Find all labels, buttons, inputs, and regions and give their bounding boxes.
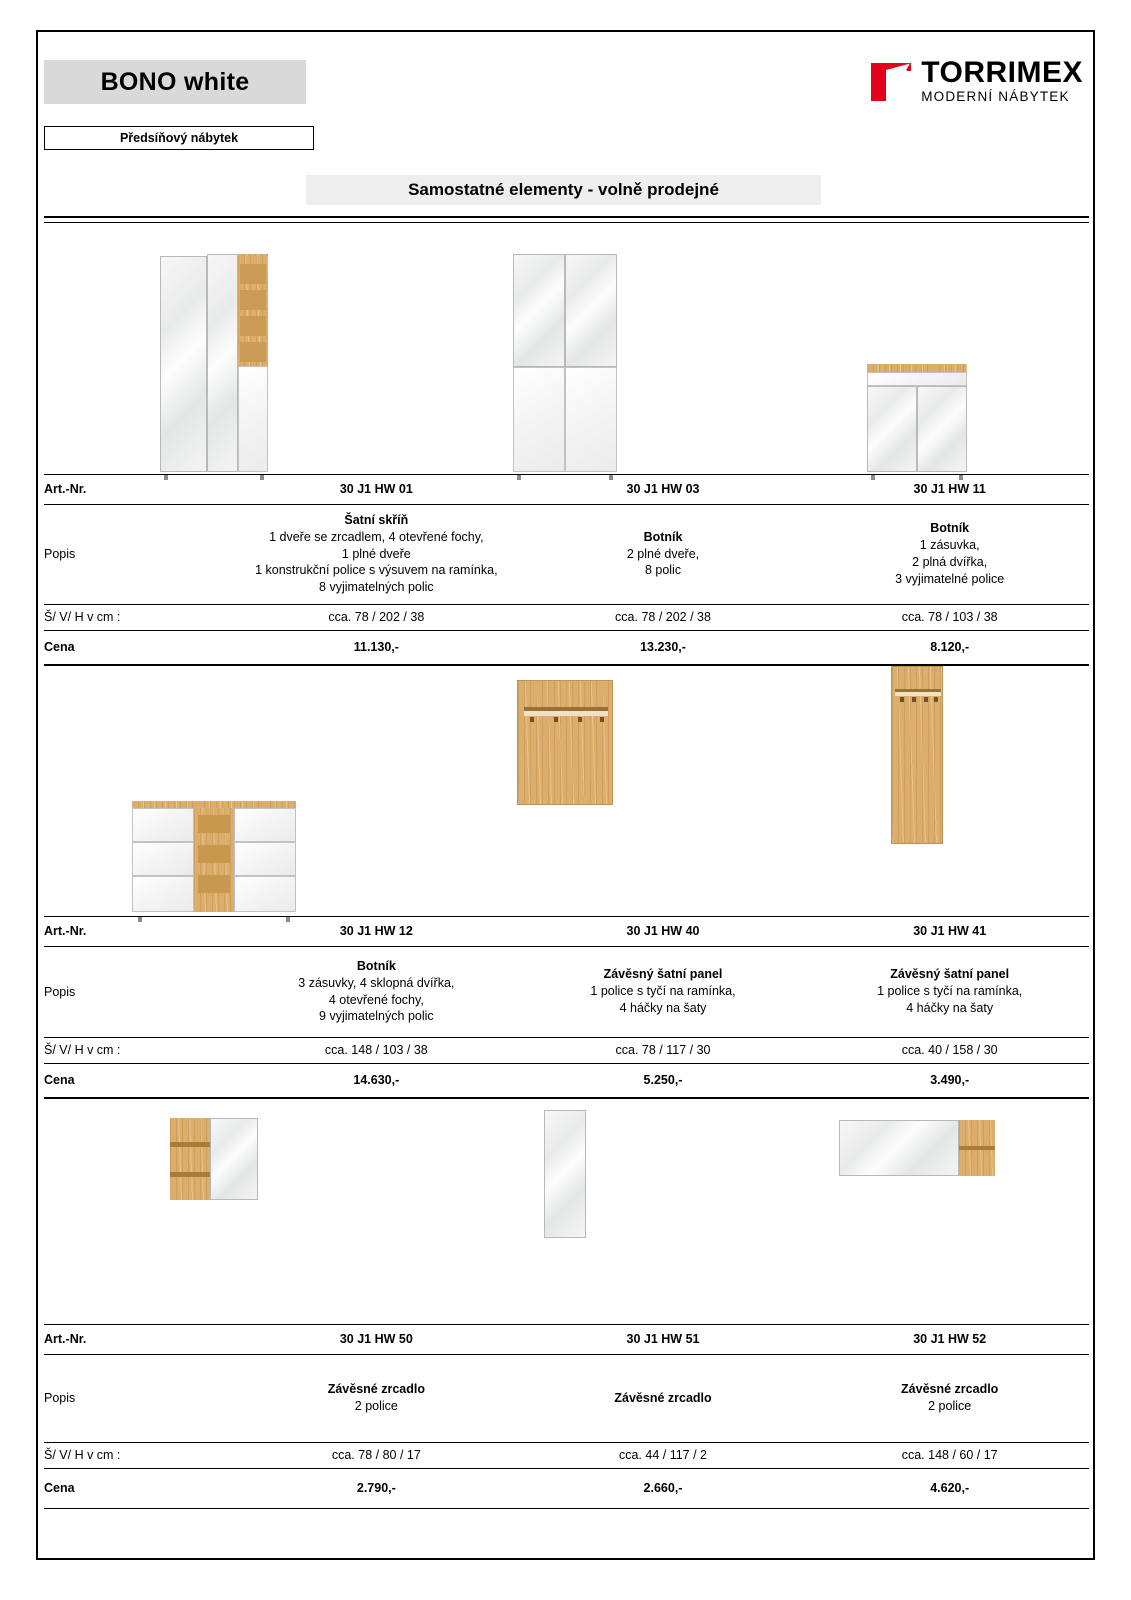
- figure-mirror-hw52: [839, 1120, 995, 1176]
- popis-value: [806, 946, 1093, 1037]
- artnr-value: 30 J1 HW 41: [913, 924, 987, 938]
- figure-wall-panel-hw41: [891, 666, 943, 844]
- dims-value: cca. 44 / 117 / 2: [618, 1448, 708, 1462]
- desc-line: 3 zásuvky, 4 sklopná dvířka,: [298, 975, 455, 990]
- popis-value: [233, 946, 520, 1037]
- desc-line: 8 polic: [644, 563, 682, 578]
- product-image-cell: [741, 1098, 1093, 1324]
- product-image-cell: [741, 666, 1093, 916]
- figure-wardrobe-hw01: [160, 254, 268, 474]
- cena-label: Cena: [44, 1073, 75, 1087]
- cena-value: 13.230,-: [640, 640, 686, 654]
- dims-value: cca. 78 / 103 / 38: [901, 610, 998, 624]
- product-image-cell: [38, 1098, 390, 1324]
- artnr-label: Art.-Nr.: [44, 482, 87, 496]
- logo-tagline: MODERNÍ NÁBYTEK: [921, 89, 1070, 104]
- desc-line: 3 vyjimatelné police: [895, 571, 1005, 586]
- artnr-row-2: [38, 916, 1093, 946]
- cena-value: 2.660,-: [643, 1481, 683, 1495]
- desc-line: 9 vyjimatelných polic: [319, 1009, 434, 1024]
- desc-line: 4 otevřené fochy,: [328, 992, 424, 1007]
- dims-value: cca. 78 / 80 / 17: [331, 1448, 421, 1462]
- section-title-wrap: [38, 175, 1093, 205]
- torrimex-mark-icon: [869, 59, 913, 103]
- dims-row-3: [38, 1442, 1093, 1468]
- logo-name: TORRIMEX: [921, 56, 1083, 89]
- desc-line: 2 plná dvířka,: [912, 555, 988, 569]
- cena-row-1: [38, 630, 1093, 664]
- popis-value: [520, 946, 807, 1037]
- product-images-row-3: [38, 1098, 1093, 1324]
- artnr-row-1: [38, 474, 1093, 504]
- artnr-label: Art.-Nr.: [44, 1332, 87, 1346]
- product-image-cell: [38, 222, 390, 474]
- company-logo: [869, 58, 1083, 104]
- cena-value: 8.120,-: [930, 640, 970, 654]
- dims-label: Š/ V/ H v cm :: [44, 1448, 121, 1462]
- artnr-value: 30 J1 HW 50: [339, 1332, 413, 1346]
- catalog-sheet: [36, 30, 1095, 1560]
- popis-value: [520, 1354, 807, 1442]
- product-title: Závěsný šatní panel: [603, 967, 723, 982]
- popis-row-2: [38, 946, 1093, 1037]
- dims-value: cca. 78 / 117 / 30: [615, 1043, 711, 1057]
- cena-label: Cena: [44, 1481, 75, 1495]
- figure-cabinet-hw11: [867, 364, 967, 474]
- cena-value: 14.630,-: [353, 1073, 400, 1087]
- product-title: Závěsné zrcadlo: [327, 1382, 425, 1397]
- popis-label: Popis: [44, 547, 76, 561]
- popis-value: [806, 1354, 1093, 1442]
- desc-line: 1 police s tyčí na ramínka,: [590, 984, 736, 999]
- figure-mirror-hw50: [170, 1118, 258, 1200]
- dims-label: Š/ V/ H v cm :: [44, 610, 121, 624]
- desc-line: 1 police s tyčí na ramínka,: [877, 984, 1023, 999]
- product-block-2: [38, 666, 1093, 1097]
- dims-value: cca. 148 / 60 / 17: [901, 1448, 998, 1462]
- artnr-row-3: [38, 1324, 1093, 1354]
- product-image-cell: [390, 666, 742, 916]
- product-title: Závěsný šatní panel: [890, 967, 1010, 982]
- desc-line: 1 konstrukční police s výsuvem na ramínka,: [255, 563, 498, 578]
- product-title: Botník: [930, 521, 970, 536]
- desc-line: 2 plné dveře,: [626, 546, 700, 561]
- dims-value: cca. 148 / 103 / 38: [324, 1043, 428, 1057]
- product-images-row-1: [38, 222, 1093, 474]
- figure-cabinet-hw03: [513, 254, 617, 474]
- figure-sideboard-hw12: [132, 801, 296, 916]
- desc-line: 2 police: [928, 1399, 972, 1413]
- artnr-value: 30 J1 HW 03: [626, 482, 700, 496]
- brand-title-box: [44, 60, 306, 104]
- product-block-1: [38, 222, 1093, 664]
- product-image-cell: [390, 222, 742, 474]
- desc-line: 4 háčky na šaty: [906, 1000, 994, 1015]
- popis-row-3: [38, 1354, 1093, 1442]
- dims-value: cca. 40 / 158 / 30: [901, 1043, 998, 1057]
- popis-label: Popis: [44, 1391, 76, 1405]
- product-title: Závěsné zrcadlo: [614, 1390, 712, 1405]
- artnr-value: 30 J1 HW 12: [339, 924, 413, 938]
- popis-value: [233, 504, 520, 604]
- product-title: Závěsné zrcadlo: [901, 1382, 999, 1397]
- product-block-3: [38, 1098, 1093, 1508]
- subtitle-box: [44, 126, 314, 150]
- product-title: Šatní skříň: [344, 512, 409, 527]
- product-image-cell: [38, 666, 390, 916]
- logo-wordmark: [921, 58, 1083, 104]
- desc-line: 1 plné dveře: [341, 546, 411, 561]
- product-images-row-2: [38, 666, 1093, 916]
- artnr-value: 30 J1 HW 51: [626, 1332, 700, 1346]
- section-title: Samostatné elementy - volně prodejné: [408, 180, 719, 199]
- popis-value: [806, 504, 1093, 604]
- artnr-value: 30 J1 HW 52: [913, 1332, 987, 1346]
- section-title-box: [306, 175, 821, 205]
- dims-row-1: [38, 604, 1093, 630]
- product-title: Botník: [356, 958, 396, 973]
- brand-title: BONO white: [100, 67, 250, 96]
- subtitle-text: Předsíňový nábytek: [119, 131, 239, 145]
- popis-value: [520, 504, 807, 604]
- artnr-value: 30 J1 HW 40: [626, 924, 700, 938]
- popis-row-1: [38, 504, 1093, 604]
- dims-value: cca. 78 / 202 / 38: [328, 610, 425, 624]
- page-header: [38, 32, 1093, 147]
- dims-row-2: [38, 1037, 1093, 1063]
- product-image-cell: [741, 222, 1093, 474]
- cena-row-2: [38, 1063, 1093, 1097]
- dims-value: cca. 78 / 202 / 38: [615, 610, 711, 624]
- artnr-label: Art.-Nr.: [44, 924, 87, 938]
- cena-label: Cena: [44, 640, 75, 654]
- artnr-value: 30 J1 HW 11: [913, 482, 986, 496]
- popis-value: [233, 1354, 520, 1442]
- cena-value: 2.790,-: [356, 1481, 396, 1495]
- desc-line: 1 zásuvka,: [919, 538, 980, 553]
- cena-value: 5.250,-: [643, 1073, 683, 1087]
- popis-label: Popis: [44, 984, 76, 999]
- cena-value: 3.490,-: [930, 1073, 970, 1087]
- product-image-cell: [390, 1098, 742, 1324]
- cena-value: 11.130,-: [353, 640, 399, 654]
- product-title: Botník: [643, 529, 683, 544]
- desc-line: 8 vyjimatelných polic: [319, 580, 434, 595]
- cena-row-3: [38, 1468, 1093, 1508]
- desc-line: 4 háčky na šaty: [619, 1000, 707, 1015]
- cena-value: 4.620,-: [930, 1481, 970, 1495]
- figure-mirror-hw51: [544, 1110, 586, 1238]
- artnr-value: 30 J1 HW 01: [339, 482, 413, 496]
- desc-line: 1 dveře se zrcadlem, 4 otevřené fochy,: [269, 529, 484, 544]
- dims-label: Š/ V/ H v cm :: [44, 1043, 121, 1057]
- desc-line: 2 police: [354, 1399, 398, 1413]
- figure-wall-panel-hw40: [517, 680, 613, 805]
